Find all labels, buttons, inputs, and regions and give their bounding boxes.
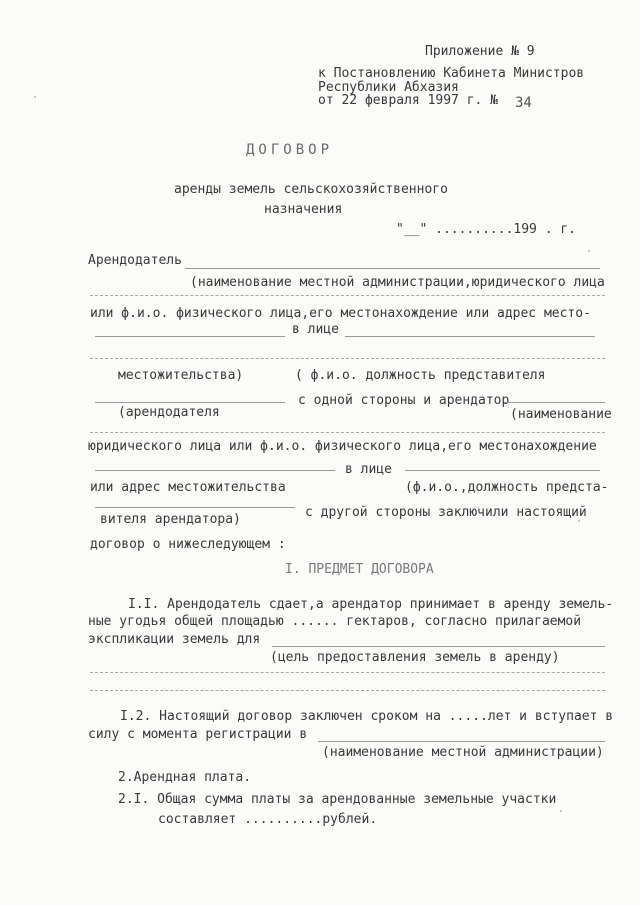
lessee-hint-3a: или адрес местожительства [90,480,286,495]
clause-1-2-line-2: силу с момента регистрации в [88,727,308,742]
clause-2-1-line-1: 2.I. Общая сумма платы за арендованные земельные участки [118,792,557,807]
scan-speck [560,810,562,812]
subtitle-line-2: назначения [264,202,343,217]
fill-line [90,672,605,673]
clause-1-1-hint: (цель предоставления земель в аренду) [270,650,560,665]
clause-1-1-line-2: ные угодья общей площадью ...... гектаров, согласно прилагаемой [88,614,582,629]
decree-line-3: от 22 февраля 1997 г. № [318,93,499,108]
section-1-heading: I. ПРЕДМЕТ ДОГОВОРА [285,562,434,577]
fill-line [90,295,605,296]
clause-1-2-hint: (наименование местной администрации) [322,745,604,760]
decree-number: 34 [515,95,532,111]
in-person-label-2: в лице [345,462,392,477]
appendix-label: Приложение № 9 [425,44,535,59]
other-side-label: с другой стороны заключили настоящий [305,505,587,520]
agreement-intro: договор о нижеследующем : [90,537,286,552]
lessor-hint-2: или ф.и.о. физического лица,его местонахождение или адрес место- [90,306,591,321]
fill-line [90,432,605,433]
fill-line [90,690,605,691]
scan-speck [588,250,590,252]
lessor-hint-3a: местожительства) [118,368,244,383]
lessor-hint-3b: ( ф.и.о. должность представителя [295,368,546,383]
lessee-hint-1: (наименование [510,407,612,422]
fill-line [185,268,600,269]
clause-2-1-line-2: составляет ..........рублей. [158,812,378,827]
fill-line [95,336,285,337]
lessor-label: Арендодатель [88,253,182,268]
lessor-hint-4a: (арендодателя [118,405,220,420]
document-title: ДОГОВОР [246,142,334,158]
fill-line [405,470,600,471]
fill-line [505,402,605,403]
lessee-hint-4a: вителя арендатора) [100,512,241,527]
clause-1-1-line-3: экспликации земель для [88,632,261,647]
clause-1-1-line-1: I.I. Арендодатель сдает,а арендатор принимает в аренду земель- [128,597,614,612]
fill-line [95,402,285,403]
fill-line [95,470,335,471]
decree-line-1: к Постановлению Кабинета Министров [318,66,585,81]
lessee-hint-2: юридического лица или ф.и.о. физического лица,его местонахождение [88,439,597,454]
in-person-label-1: в лице [292,322,339,337]
one-side-label: с одной стороны и арендатор [298,393,510,408]
lessee-hint-3b: (ф.и.о.,должность предста- [405,480,609,495]
section-2-heading: 2.Арендная плата. [118,770,252,785]
fill-line [345,336,595,337]
scan-speck [34,96,36,98]
clause-1-2-line-1: I.2. Настоящий договор заключен сроком на .....лет и вступает в [120,709,614,724]
lessor-hint-1: (наименование местной администрации,юридического лица [190,275,605,290]
scan-speck [578,520,580,522]
decree-line-2: Республики Абхазия [318,80,459,95]
fill-line [90,358,605,359]
fill-line [95,507,295,508]
fill-line [318,741,605,742]
fill-line [272,646,605,647]
date-line: "__" ..........199 . г. [396,222,577,237]
subtitle-line-1: аренды земель сельскохозяйственного [174,182,448,197]
